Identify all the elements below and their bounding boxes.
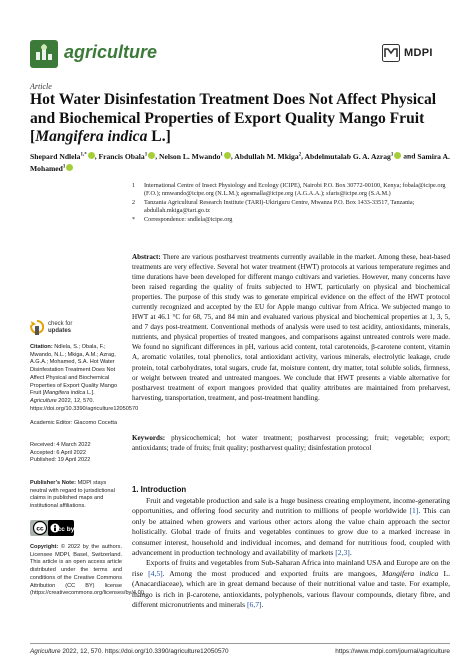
check-for-updates-icon (30, 320, 44, 336)
footer-divider (30, 643, 450, 644)
paragraph-text: . (261, 600, 264, 610)
publisher-note-label: Publisher’s Note: (30, 480, 77, 486)
accepted-date: Accepted: 6 April 2022 (30, 449, 86, 456)
author[interactable] (159, 152, 231, 161)
affiliation-text: Correspondence: sndlela@icipe.org (144, 215, 233, 223)
article-title-text: Hot Water Disinfestation Treatment Does Not Affect Physical and Biochemical Properties of Export Quality Mango Fruit [ (30, 91, 437, 145)
author-affiliation-marker: 2 (298, 152, 302, 157)
paragraph (132, 496, 450, 558)
publication-dates (30, 442, 122, 465)
publisher-note (30, 480, 122, 511)
article-title-species: Mangifera indica (35, 128, 148, 145)
citation-tail: L.]. (85, 390, 95, 397)
footer-citation (30, 648, 229, 655)
publisher-name: MDPI (404, 47, 433, 59)
copyright-notice (30, 544, 146, 598)
agriculture-journal-logo-icon (30, 40, 58, 68)
author-separator: , (94, 151, 99, 161)
check-for-updates-button[interactable] (30, 320, 72, 336)
author-affiliation-marker: 1 (62, 164, 66, 170)
paragraph-text: L. (Anacardiaceae), which are in great demand because of their nutritional value and taste. For example, mango is rich in β-carotene, antioxidants, polyphenols, various flavour compounds, dietary fibre, and different micronutrients and minerals (132, 568, 451, 610)
check-for-updates-line2: updates (48, 328, 72, 334)
citation-link[interactable]: [2,3] (335, 548, 350, 558)
author-name: Shepard Ndlela (30, 151, 81, 161)
affiliation-text: International Centre of Insect Physiology and Ecology (ICIPE), Nairobi P.O. Box 30772-00100, Kenya; fobala@icipe.org (F.O.); nmwando@icipe.org (N.L.M.); agesmalla@icipe.org (A.G.A.A.); sfaris@icipe.org (S.A.M.) (144, 182, 446, 198)
journal-name: agriculture (64, 42, 158, 62)
orcid-icon[interactable] (88, 152, 95, 159)
citation-journal: Agriculture (30, 397, 57, 404)
keywords-label: Keywords: (132, 434, 166, 442)
author-name: Samira A. Mohamed (30, 151, 450, 174)
citation-link[interactable]: [6,7] (247, 600, 262, 610)
abstract (132, 252, 450, 403)
introduction-text (132, 496, 450, 610)
citation-block (30, 344, 139, 413)
author-name: Abdelmutalab G. A. Azrag (304, 151, 391, 161)
footer-journal-url[interactable]: https://www.mdpi.com/journal/agriculture (335, 648, 450, 655)
citation-label: Citation: (30, 344, 53, 350)
article-title-tail: L.] (147, 128, 171, 145)
abstract-label: Abstract: (132, 253, 161, 261)
citation-link[interactable]: [1] (409, 506, 419, 516)
svg-text:cc: cc (36, 525, 44, 533)
affiliation-item (132, 199, 452, 216)
author[interactable] (305, 152, 402, 161)
affiliation-item (132, 182, 452, 199)
keywords-text: physicochemical; hot water treatment; postharvest processing; fruit; vegetable; export; antioxidants; trade of fruits; fruit quality; postharvest quality; disinfestation protocol (132, 434, 450, 453)
cc-by-label: cc by (57, 526, 74, 533)
paragraph-text: Fruit and vegetable production and sale is a huge business creating employment, income-generating opportunities, and offering food security and nutrition to millions of people worldwide (132, 496, 450, 516)
citation-species: Mangifera indica (44, 390, 86, 397)
affiliations (132, 182, 452, 224)
paragraph (132, 558, 450, 610)
author-separator: , (301, 151, 305, 161)
published-date: Published: 19 April 2022 (30, 457, 91, 464)
paragraph-text: . (349, 548, 352, 558)
paragraph-text: . This can only be attained when growers and various other actors along the value chain approach the sector holistically. Global trade of fruits and vegetables continues to grow due to a marked increase in consumer interest, household and individual incomes, and demand for nutritious food, coupled with advancement in production technology and availability of markets (132, 506, 450, 558)
affiliation-text: Tanzania Agricultural Research Institute (TARI)-Ukiriguru Centre, Mwanza P.O. Box 1433-33517, Tanzania; abdullah.mkiga@tari.go.tz (144, 198, 415, 215)
author-name: Abdullah M. Mkiga (234, 151, 299, 161)
paragraph-text: Exports of fruits and vegetables from Sub-Saharan Africa into mainland USA and Europe are on the rise (132, 558, 450, 578)
author[interactable] (30, 152, 95, 161)
mdpi-logo-icon (382, 44, 400, 62)
check-for-updates-line1: check for (48, 321, 73, 328)
article-title (30, 91, 450, 147)
section-heading: 1. Introduction (132, 485, 187, 494)
publisher-note-text: MDPI stays neutral with regard to jurisdictional claims in published maps and institutional affiliations. (30, 480, 115, 510)
author-affiliation-marker: 1 (220, 152, 223, 157)
citation-link[interactable]: [4,5] (148, 568, 163, 578)
paragraph-text: . Among the most produced and exported fruits are mangoes, (162, 568, 383, 578)
affiliation-item (132, 216, 452, 224)
footer-journal: Agriculture (30, 648, 61, 655)
species-name: Mangifera indica (382, 568, 439, 578)
author-affiliation-marker: 1,* (80, 152, 87, 157)
author-name: Nelson L. Mwando (158, 151, 221, 161)
copyright-label: Copyright: (30, 544, 59, 550)
mdpi-logo (382, 44, 433, 62)
affiliation-marker: 1 (132, 182, 136, 189)
author-separator: , (230, 151, 235, 161)
cc-by-license-icon[interactable] (30, 520, 74, 536)
check-for-updates-label (48, 321, 72, 334)
keywords (132, 433, 450, 453)
citation-doi[interactable]: 2022, 12, 570. https://doi.org/10.3390/agriculture12050570 (30, 397, 139, 412)
orcid-icon[interactable] (66, 164, 73, 171)
author-list (30, 149, 450, 174)
author-affiliation-marker: 1 (144, 152, 148, 157)
academic-editor: Academic Editor: Giacomo Cocetta (30, 420, 118, 426)
author-separator: , (155, 151, 159, 161)
citation-text: Ndlela, S.; Obala, F.; Mwando, N.L.; Mkiga, A.M.; Azrag, A.G.A.; Mohamed, S.A. Hot Water Disinfestation Treatment Does Not Affect Physical and Biochemical Properties of Export Quality Mango Fruit [ (30, 344, 118, 397)
footer-details[interactable]: 2022, 12, 570. https://doi.org/10.3390/agriculture12050570 (60, 648, 229, 655)
received-date: Received: 4 March 2022 (30, 442, 91, 448)
author-separator: and (401, 151, 418, 161)
abstract-text: There are various postharvest treatments currently available in the market. Among these, heat-based treatments are very effective. Several hot water treatment (HWT) protocols at various temperature regimes and time durations have been developed for different mango cultivars and varieties. However, many concerns have been raised regarding the quality of fruits subjected to HWT, particularly on physical and biochemical properties. The purpose of this study was to generate empirical evidence on the effect of the HWT protocol currently recognized and accepted by the EU for Apple mango cultivar from Africa. We subjected mango to HWT at 46.1 °C for 68, 75, and 84 min and evaluated various physical and biochemical properties at 1, 3, 5, and 7 days post-treatment. Conventional methods of analysis were used to test acidity, antioxidants, minerals, nutrients, and physical properties of treated mangoes, and comparisons against untreated controls were made. We found no significant differences in pH, various acid content, total carotenoids, β-carotene content, vitamin A, aromatic volatiles, total phenolics, total antioxidant activity, various minerals, electrolytic leakage, crude protein, total carbohydrates, total sugars, crude fat, moisture content, dry matter, total soluble solids, firmness, or weight between treated and untreated mangoes. We conclude that HWT presents a viable alternative for postharvest treatment of export mangoes provided that quality attributes are maintained from preharvest, harvesting, transportation, treatment, and post-treatment handling. (132, 253, 450, 402)
affiliation-marker: 2 (132, 198, 136, 206)
author[interactable] (234, 152, 301, 161)
article-type: Article (30, 82, 52, 91)
author[interactable] (98, 152, 155, 161)
author-affiliation-marker: 1 (390, 152, 394, 157)
copyright-text: © 2022 by the authors. Licensee MDPI, Basel, Switzerland. This article is an open access article distributed under the terms and conditions of the Creative Commons Attribution (CC BY) license (https://creativecommons.org/licenses/by/4.0/). (30, 544, 146, 597)
affiliation-marker: * (132, 215, 136, 223)
orcid-icon[interactable] (224, 152, 231, 159)
author-name: Francis Obala (98, 151, 145, 161)
